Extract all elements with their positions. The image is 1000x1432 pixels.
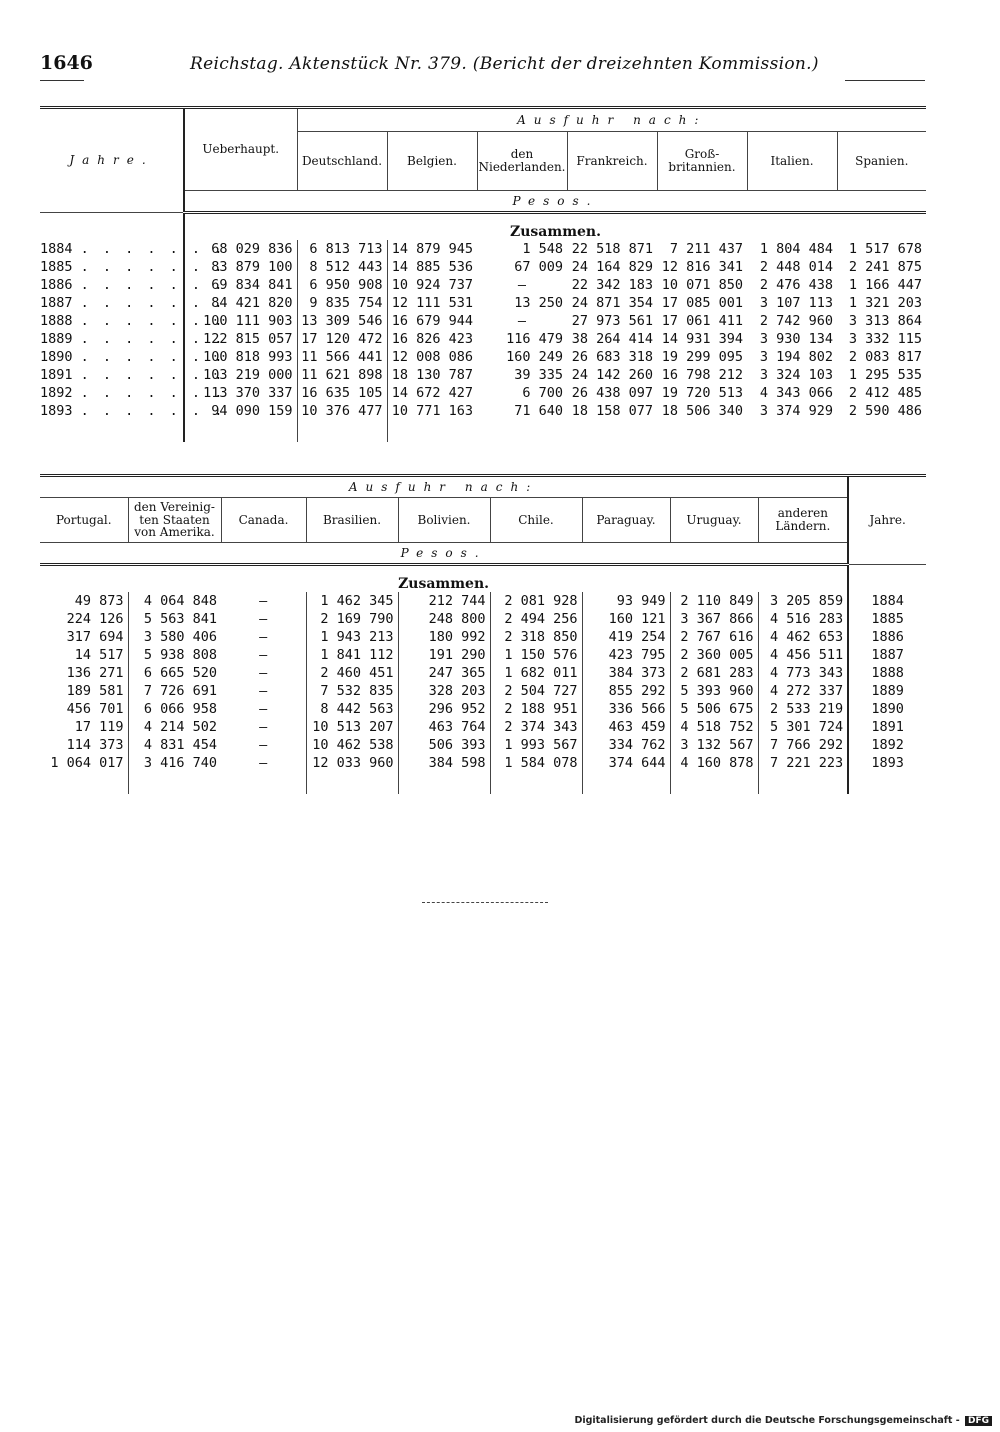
value-cell: 4 516 283 (758, 610, 848, 628)
end-rule (422, 902, 548, 903)
value-cell: 160 249 (506, 349, 563, 365)
value-cell: 17 085 001 (661, 295, 743, 311)
value-cell: 336 566 (582, 700, 670, 718)
value-cell: 506 393 (398, 736, 490, 754)
value-cell: — (259, 611, 268, 627)
value-cell: — (259, 683, 268, 699)
table-row: 1891 . . . . . . . 103 219 000 11 621 898 18 130 787 39 335 24 142 260 16 798 212 3 324 103 1 295 535 (40, 366, 926, 384)
value-cell: 27 973 561 (571, 313, 653, 329)
value-cell: 2 767 616 (670, 628, 758, 646)
value-cell: 296 952 (398, 700, 490, 718)
value-cell: 13 309 546 (297, 312, 387, 330)
value-cell: 100 818 993 (184, 348, 297, 366)
table-row (40, 736, 926, 754)
value-cell: 26 683 318 (571, 349, 653, 365)
value-cell: 113 370 337 (184, 384, 297, 402)
value-cell: 3 107 113 (759, 295, 833, 311)
col-header-other-countries: anderen Ländern. (758, 498, 848, 543)
row-year: 1888 (848, 664, 926, 682)
row-year: 1893 (848, 754, 926, 794)
value-cell: 855 292 (582, 682, 670, 700)
value-cell: 1 150 576 (490, 646, 582, 664)
row-year: 1892 (848, 736, 926, 754)
value-cell: 456 701 (66, 701, 124, 717)
col-header-great-britain: Groß-britannien. (657, 132, 747, 191)
value-cell: 2 476 438 (759, 277, 833, 293)
export-group-header: Ausfuhr nach: (40, 476, 848, 498)
col-header-italy: Italien. (747, 132, 837, 191)
value-cell: 24 142 260 (571, 367, 653, 383)
value-cell: 11 566 441 (297, 348, 387, 366)
value-cell: 24 164 829 (571, 259, 653, 275)
value-cell: 2 533 219 (758, 700, 848, 718)
row-year: 1887 (40, 295, 73, 311)
value-cell: — (259, 665, 268, 681)
value-cell: 6 950 908 (297, 276, 387, 294)
value-cell: 83 879 100 (184, 258, 297, 276)
value-cell: 6 700 (522, 385, 563, 401)
value-cell: 2 188 951 (490, 700, 582, 718)
value-cell: 67 009 (514, 259, 563, 275)
value-cell: 2 412 485 (848, 385, 923, 401)
value-cell: — (259, 755, 268, 771)
value-cell: 419 254 (582, 628, 670, 646)
value-cell: 39 335 (514, 367, 563, 383)
value-cell: 3 416 740 (128, 754, 221, 794)
value-cell: 19 720 513 (661, 385, 743, 401)
value-cell: 191 290 (398, 646, 490, 664)
value-cell: 2 081 928 (490, 592, 582, 610)
value-cell: 13 250 (514, 295, 563, 311)
value-cell: 22 518 871 (571, 241, 653, 257)
value-cell: 1 517 678 (848, 241, 923, 257)
table-row (40, 754, 926, 794)
value-cell: 18 506 340 (661, 403, 743, 419)
export-table-americas (40, 474, 926, 794)
page-number: 1646 (40, 52, 93, 74)
value-cell: 4 272 337 (758, 682, 848, 700)
row-year: 1889 (848, 682, 926, 700)
value-cell: 16 679 944 (387, 312, 477, 330)
value-cell: 1 841 112 (306, 646, 398, 664)
value-cell: 2 460 451 (306, 664, 398, 682)
overall-column-header: Ueberhaupt. (184, 108, 297, 191)
value-cell: 8 442 563 (306, 700, 398, 718)
value-cell: 7 532 835 (306, 682, 398, 700)
export-group-header: Ausfuhr nach: (297, 108, 926, 132)
value-cell: 100 111 903 (184, 312, 297, 330)
value-cell: 463 459 (582, 718, 670, 736)
value-cell: 2 590 486 (848, 403, 923, 419)
value-cell: 384 598 (398, 754, 490, 794)
value-cell: 68 029 836 (184, 240, 297, 258)
table-row: 1884 . . . . . . . 68 029 836 6 813 713 14 879 945 1 548 22 518 871 7 211 437 1 804 484 1 517 678 (40, 240, 926, 258)
value-cell: 463 764 (398, 718, 490, 736)
value-cell: 2 448 014 (759, 259, 833, 275)
value-cell: 14 885 536 (387, 258, 477, 276)
value-cell: 2 360 005 (670, 646, 758, 664)
value-cell: 180 992 (398, 628, 490, 646)
value-cell: — (517, 277, 527, 293)
value-cell: 114 373 (66, 737, 124, 753)
value-cell: 5 563 841 (128, 610, 221, 628)
value-cell: 5 393 960 (670, 682, 758, 700)
value-cell: 10 924 737 (387, 276, 477, 294)
value-cell: — (517, 313, 527, 329)
col-header-bolivia: Bolivien. (398, 498, 490, 543)
value-cell: 3 580 406 (128, 628, 221, 646)
export-table-europe (40, 106, 926, 442)
value-cell: 1 993 567 (490, 736, 582, 754)
row-year: 1890 (848, 700, 926, 718)
value-cell: 16 826 423 (387, 330, 477, 348)
value-cell: 11 621 898 (297, 366, 387, 384)
value-cell: 7 211 437 (669, 241, 743, 257)
row-year: 1884 (40, 241, 73, 257)
value-cell: 5 301 724 (758, 718, 848, 736)
value-cell: 2 681 283 (670, 664, 758, 682)
value-cell: 116 479 (506, 331, 563, 347)
col-header-uruguay: Uruguay. (670, 498, 758, 543)
value-cell: 3 332 115 (848, 331, 923, 347)
value-cell: 224 126 (66, 611, 124, 627)
value-cell: 2 504 727 (490, 682, 582, 700)
value-cell: 14 517 (74, 647, 124, 663)
value-cell: 4 456 511 (758, 646, 848, 664)
value-cell: 10 771 163 (387, 402, 477, 442)
row-year: 1887 (848, 646, 926, 664)
value-cell: 3 374 929 (759, 403, 833, 419)
table-row (40, 610, 926, 628)
value-cell: 317 694 (66, 629, 124, 645)
value-cell: 3 194 802 (759, 349, 833, 365)
value-cell: 10 462 538 (306, 736, 398, 754)
year-column-header: Jahre. (848, 476, 926, 565)
value-cell: 12 008 086 (387, 348, 477, 366)
value-cell: 423 795 (582, 646, 670, 664)
value-cell: 22 342 183 (571, 277, 653, 293)
value-cell: 1 295 535 (848, 367, 923, 383)
value-cell: 24 871 354 (571, 295, 653, 311)
table-row: 1885 . . . . . . . 83 879 100 8 512 443 14 885 536 67 009 24 164 829 12 816 341 2 448 014 2 241 875 (40, 258, 926, 276)
table-row (40, 646, 926, 664)
value-cell: 4 064 848 (128, 592, 221, 610)
table-row (40, 718, 926, 736)
value-cell: 160 121 (582, 610, 670, 628)
value-cell: 103 219 000 (184, 366, 297, 384)
value-cell: 10 376 477 (297, 402, 387, 442)
table-row: 1886 . . . . . . . 69 834 841 6 950 908 10 924 737 — 22 342 183 10 071 850 2 476 438 1 166 447 (40, 276, 926, 294)
value-cell: 6 665 520 (128, 664, 221, 682)
value-cell: 2 241 875 (848, 259, 923, 275)
value-cell: — (259, 701, 268, 717)
dfg-logo-badge: DFG (965, 1416, 992, 1426)
value-cell: 7 766 292 (758, 736, 848, 754)
value-cell: 12 816 341 (661, 259, 743, 275)
value-cell: 3 205 859 (758, 592, 848, 610)
value-cell: — (259, 737, 268, 753)
value-cell: 247 365 (398, 664, 490, 682)
table-row (40, 664, 926, 682)
value-cell: 4 160 878 (670, 754, 758, 794)
value-cell: 9 835 754 (297, 294, 387, 312)
value-cell: — (259, 629, 268, 645)
value-cell: 2 374 343 (490, 718, 582, 736)
value-cell: 94 090 159 (184, 402, 297, 442)
value-cell: 12 033 960 (306, 754, 398, 794)
value-cell: 19 299 095 (661, 349, 743, 365)
footer-text: Digitalisierung gefördert durch die Deutsche Forschungsgemeinschaft - (574, 1415, 960, 1426)
value-cell: 17 119 (74, 719, 124, 735)
table-row: 1887 . . . . . . . 84 421 820 9 835 754 12 111 531 13 250 24 871 354 17 085 001 3 107 113 1 321 203 (40, 294, 926, 312)
value-cell: 248 800 (398, 610, 490, 628)
row-year: 1886 (848, 628, 926, 646)
value-cell: 1 548 (522, 241, 563, 257)
col-header-brazil: Brasilien. (306, 498, 398, 543)
value-cell: 84 421 820 (184, 294, 297, 312)
value-cell: 6 066 958 (128, 700, 221, 718)
value-cell: 16 798 212 (661, 367, 743, 383)
value-cell: 49 873 (74, 593, 124, 609)
value-cell: 1 943 213 (306, 628, 398, 646)
row-year: 1889 (40, 331, 73, 347)
value-cell: 3 324 103 (759, 367, 833, 383)
value-cell: 4 214 502 (128, 718, 221, 736)
value-cell: 2 742 960 (759, 313, 833, 329)
row-year: 1888 (40, 313, 73, 329)
value-cell: 5 506 675 (670, 700, 758, 718)
year-column-header: Jahre. (40, 108, 184, 213)
page-title: Reichstag. Aktenstück Nr. 379. (Bericht der dreizehnten Kommission.) (190, 54, 819, 74)
col-header-chile: Chile. (490, 498, 582, 543)
col-header-portugal: Portugal. (40, 498, 128, 543)
value-cell: 1 462 345 (306, 592, 398, 610)
col-header-canada: Canada. (221, 498, 306, 543)
table-row: 1892 . . . . . . . 113 370 337 16 635 105 14 672 427 6 700 26 438 097 19 720 513 4 343 066 2 412 485 (40, 384, 926, 402)
value-cell: 26 438 097 (571, 385, 653, 401)
value-cell: 69 834 841 (184, 276, 297, 294)
value-cell: 4 518 752 (670, 718, 758, 736)
value-cell: 334 762 (582, 736, 670, 754)
row-year: 1891 (40, 367, 73, 383)
table-row (40, 682, 926, 700)
value-cell: 16 635 105 (297, 384, 387, 402)
value-cell: 1 064 017 (50, 755, 124, 771)
header-rule-left (40, 80, 84, 81)
col-header-spain: Spanien. (837, 132, 926, 191)
value-cell: 2 083 817 (848, 349, 923, 365)
row-year: 1890 (40, 349, 73, 365)
value-cell: 384 373 (582, 664, 670, 682)
row-year: 1885 (40, 259, 73, 275)
value-cell: 328 203 (398, 682, 490, 700)
col-header-germany: Deutschland. (297, 132, 387, 191)
value-cell: 1 321 203 (848, 295, 923, 311)
table-row (40, 592, 926, 610)
table-row (40, 628, 926, 646)
page-header (40, 52, 930, 82)
value-cell: 71 640 (514, 403, 563, 419)
value-cell: 38 264 414 (571, 331, 653, 347)
value-cell: 1 804 484 (759, 241, 833, 257)
value-cell: 14 879 945 (387, 240, 477, 258)
value-cell: 7 221 223 (758, 754, 848, 794)
value-cell: 10 071 850 (661, 277, 743, 293)
value-cell: 1 166 447 (848, 277, 923, 293)
value-cell: — (259, 593, 268, 609)
value-cell: 1 682 011 (490, 664, 582, 682)
value-cell: 10 513 207 (306, 718, 398, 736)
table-row: 1890 . . . . . . . 100 818 993 11 566 441 12 008 086 160 249 26 683 318 19 299 095 3 194 802 2 083 817 (40, 348, 926, 366)
value-cell: 374 644 (582, 754, 670, 794)
value-cell: 12 111 531 (387, 294, 477, 312)
value-cell: 4 462 653 (758, 628, 848, 646)
value-cell: 4 343 066 (759, 385, 833, 401)
row-year: 1885 (848, 610, 926, 628)
value-cell: 17 120 472 (297, 330, 387, 348)
value-cell: 2 169 790 (306, 610, 398, 628)
footer (574, 1415, 992, 1426)
value-cell: — (259, 647, 268, 663)
col-header-belgium: Belgien. (387, 132, 477, 191)
value-cell: 17 061 411 (661, 313, 743, 329)
value-cell: 2 494 256 (490, 610, 582, 628)
value-cell: 2 110 849 (670, 592, 758, 610)
unit-label: Pesos. (184, 191, 926, 213)
row-year: 1893 (40, 403, 73, 419)
value-cell: 4 773 343 (758, 664, 848, 682)
table-row (40, 700, 926, 718)
value-cell: 14 672 427 (387, 384, 477, 402)
unit-label: Pesos. (40, 543, 848, 565)
row-year: 1891 (848, 718, 926, 736)
col-header-france: Frankreich. (567, 132, 657, 191)
col-header-paraguay: Paraguay. (582, 498, 670, 543)
value-cell: 136 271 (66, 665, 124, 681)
value-cell: — (259, 719, 268, 735)
table-row: 1893 . . . . . . . 94 090 159 10 376 477 10 771 163 71 640 18 158 077 18 506 340 3 374 929 2 590 486 (40, 402, 926, 442)
row-year: 1884 (848, 592, 926, 610)
value-cell: 2 318 850 (490, 628, 582, 646)
value-cell: 93 949 (582, 592, 670, 610)
value-cell: 3 930 134 (759, 331, 833, 347)
table-row: 1889 . . . . . . . 122 815 057 17 120 472 16 826 423 116 479 38 264 414 14 931 394 3 930 134 3 332 115 (40, 330, 926, 348)
value-cell: 18 158 077 (571, 403, 653, 419)
table-row: 1888 . . . . . . . 100 111 903 13 309 546 16 679 944 — 27 973 561 17 061 411 2 742 960 3 313 864 (40, 312, 926, 330)
value-cell: 6 813 713 (297, 240, 387, 258)
value-cell: 4 831 454 (128, 736, 221, 754)
value-cell: 212 744 (398, 592, 490, 610)
value-cell: 3 367 866 (670, 610, 758, 628)
header-rule-right (845, 80, 925, 81)
row-year: 1892 (40, 385, 73, 401)
row-year: 1886 (40, 277, 73, 293)
value-cell: 14 931 394 (661, 331, 743, 347)
value-cell: 3 132 567 (670, 736, 758, 754)
col-header-netherlands: den Niederlanden. (477, 132, 567, 191)
section-title: Zusammen. (398, 576, 490, 592)
value-cell: 122 815 057 (184, 330, 297, 348)
value-cell: 5 938 808 (128, 646, 221, 664)
value-cell: 1 584 078 (490, 754, 582, 794)
value-cell: 18 130 787 (387, 366, 477, 384)
col-header-usa: den Vereinig-ten Staaten von Amerika. (128, 498, 221, 543)
value-cell: 8 512 443 (297, 258, 387, 276)
value-cell: 3 313 864 (848, 313, 923, 329)
value-cell: 189 581 (66, 683, 124, 699)
value-cell: 7 726 691 (128, 682, 221, 700)
section-title: Zusammen. (184, 213, 926, 241)
